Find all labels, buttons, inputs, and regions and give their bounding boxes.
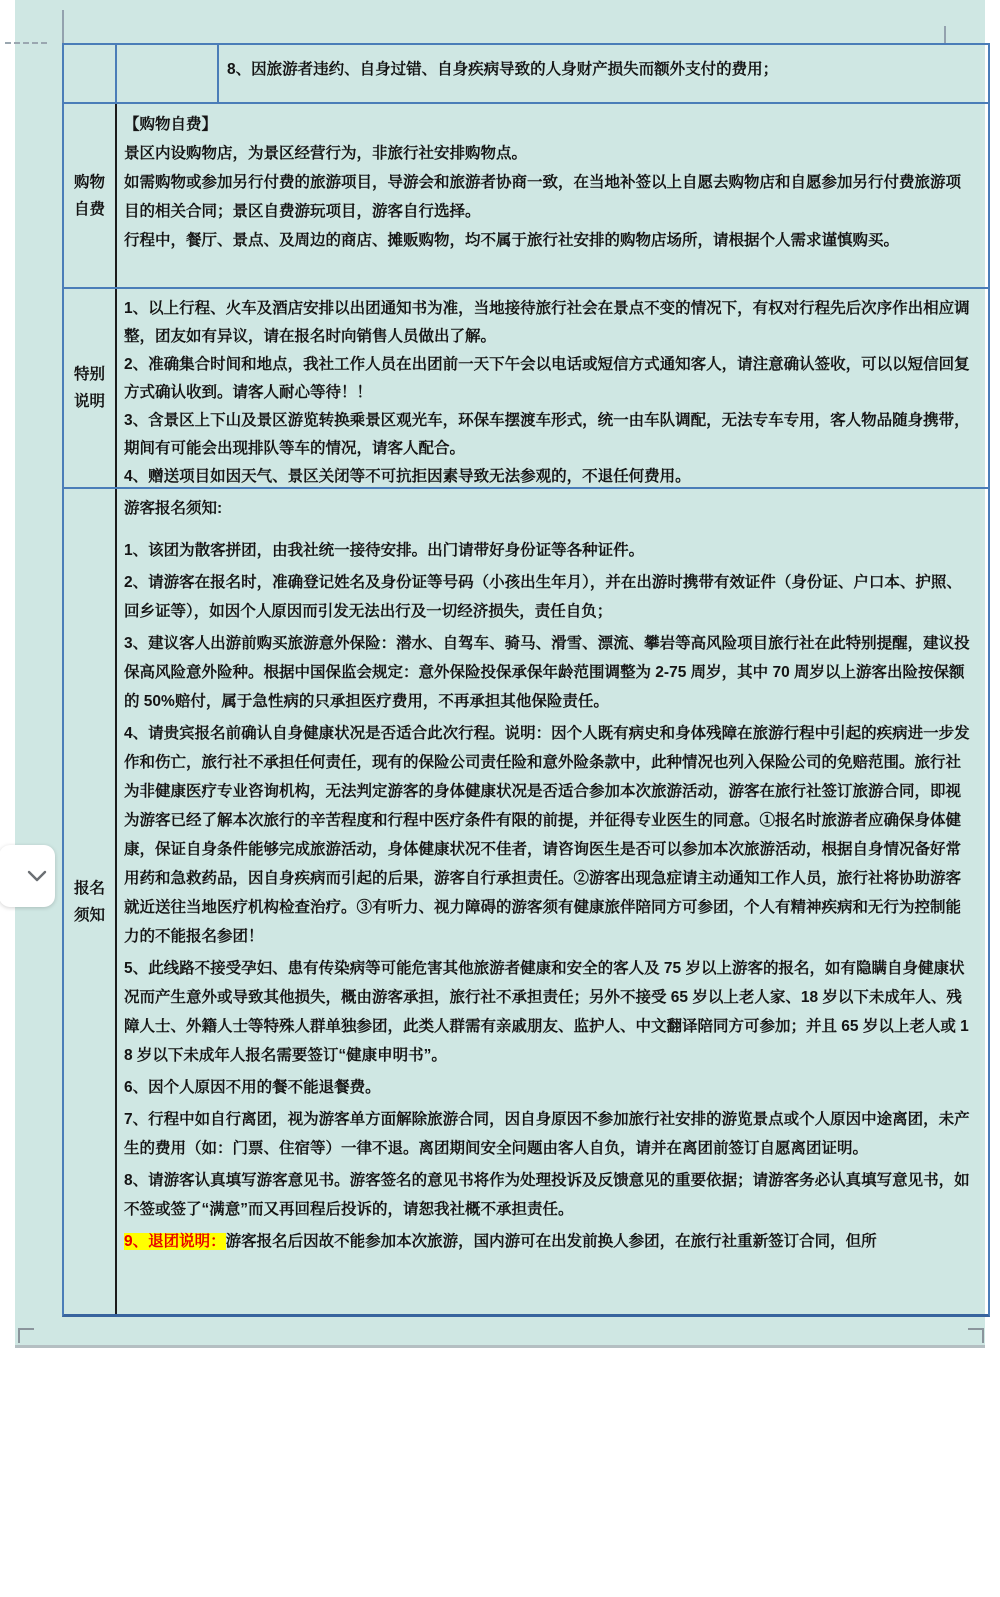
shopping-row-label: 购物自费 [73,173,105,218]
chevron-down-icon [27,870,47,882]
special-item-1: 1、以上行程、火车及酒店安排以出团通知书为准，当地接待旅行社会在景点不变的情况下，有权对行程先后次序作出相应调整，团友如有异议，请在报名时向销售人员做出了解。 [124,300,970,345]
signup-row-label: 报名须知 [73,879,105,924]
signup-item-3: 3、建议客人出游前购买旅游意外保险：潜水、自驾车、骑马、滑雪、漂流、攀岩等高风险项目旅行社在此特别提醒，建议投保高风险意外险种。根据中国保监会规定：意外保险投保承保年龄范围调整为 2-75 周岁，其中 70 周岁以上游客出险按保额的 50%赔付，属于急性病的只承担医疗费用，不再承担其他保险责任。 [124,635,970,710]
bottom-right-margin-mark [968,1328,984,1343]
special-label-cell [64,289,117,487]
signup-item-8: 8、请游客认真填写游客意见书。游客签名的意见书将作为处理投诉及反馈意见的重要依据；请游客务必认真填写意见书，如不签或签了“满意”而又再回程后投诉的，请恕我社概不承担责任。 [124,1172,970,1218]
shopping-heading: 【购物自费】 [124,116,218,133]
signup-label-cell [64,489,117,1314]
table-row-fee-exclusion [64,45,988,102]
signup-item-6: 6、因个人原因不用的餐不能退餐费。 [124,1079,381,1096]
signup-item-5: 5、此线路不接受孕妇、患有传染病等可能危害其他旅游者健康和安全的客人及 75 岁以上游客的报名，如有隐瞒自身健康状况而产生意外或导致其他损失，概由游客承担，旅行社不承担责任；另外不接受 65 岁以上老人家、18 岁以下未成年人、残障人士、外籍人士等特殊人群单独参团，此类人群需有亲戚朋友、监护人、中文翻译陪同方可参加；并且 65 岁以上老人或 18 岁以下未成年人报名需要签订“健康申明书”。 [124,960,969,1064]
special-item-4: 4、赠送项目如因天气、景区关闭等不可抗拒因素导致无法参观的，不退任何费用。 [124,468,691,485]
shopping-line-1: 景区内设购物店，为景区经营行为，非旅行社安排购物点。 [124,145,528,162]
table-row-shopping [64,102,988,287]
top-left-dash-mark [5,42,47,44]
shopping-content-cell [117,104,988,287]
special-item-3: 3、含景区上下山及景区游览转换乘景区观光车，环保车摆渡车形式，统一由车队调配，无法专车专用，客人物品随身携带，期间有可能会出现排队等车的情况，请客人配合。 [124,412,970,457]
signup-item-9 [124,1227,976,1256]
signup-item-9-highlighted-prefix: 9、退团说明： [124,1233,226,1250]
special-row-label: 特别说明 [73,366,105,410]
bottom-left-margin-mark [18,1328,34,1343]
table-row-special-notes [64,287,988,487]
shopping-line-2: 如需购物或参加另行付费的旅游项目，导游会和旅游者协商一致，在当地补签以上自愿去购物店和自愿参加另行付费旅游项目的相关合同；景区自费游玩项目，游客自行选择。 [124,174,962,220]
top-left-boundary-mark [62,10,64,43]
fee-row-spacer-cell [117,45,219,102]
collapse-toggle-button[interactable] [0,845,55,907]
shopping-warning-red: 行程中，餐厅、景点、及周边的商店、摊贩购物，均不属于旅行社安排的购物店场所，请根据个人需求谨慎购买。 [124,232,900,249]
special-content-cell [117,289,988,487]
signup-item-7: 7、行程中如自行离团，视为游客单方面解除旅游合同，因自身原因不参加旅行社安排的游览景点或个人原因中途离团，未产生的费用（如：门票、住宿等）一律不退。离团期间安全问题由客人自负，请并在离团前签订自愿离团证明。 [124,1111,970,1157]
top-right-boundary-mark [944,26,946,43]
table-row-signup-notice [64,487,988,1314]
fee-row-content-cell [219,45,988,102]
signup-content-cell [117,489,988,1314]
signup-item-1: 1、该团为散客拼团，由我社统一接待安排。出门请带好身份证等各种证件。 [124,542,645,559]
signup-heading: 游客报名须知: [124,500,223,517]
fee-exclusion-item-8: 8、因旅游者违约、自身过错、自身疾病导致的人身财产损失而额外支付的费用； [227,61,779,78]
shopping-label-cell [64,104,117,287]
signup-item-9-body: 游客报名后因故不能参加本次旅游，国内游可在出发前换人参团，在旅行社重新签订合同，但所 [225,1233,877,1250]
terms-table [62,43,990,1317]
fee-row-label-cell [64,45,117,102]
signup-item-2: 2、请游客在报名时，准确登记姓名及身份证等号码（小孩出生年月），并在出游时携带有效证件（身份证、户口本、护照、回乡证等），如因个人原因而引发无法出行及一切经济损失，责任自负； [124,574,962,620]
document-page [15,0,985,1348]
signup-item-4: 4、请贵宾报名前确认自身健康状况是否适合此次行程。说明：因个人既有病史和身体残障在旅游行程中引起的疾病进一步发作和伤亡，旅行社不承担任何责任，现有的保险公司责任险和意外险条款中，此种情况也列入保险公司的免赔范围。旅行社为非健康医疗专业咨询机构，无法判定游客的身体健康状况是否适合参加本次旅游活动，游客在旅行社签订旅游合同，即视为游客已经了解本次旅行的辛苦程度和行程中医疗条件有限的前提，并征得专业医生的同意。①报名时旅游者应确保身体健康，保证自身条件能够完成旅游活动，身体健康状况不佳者，请咨询医生是否可以参加本次旅游活动，根据自身情况备好常用药和急救药品，因自身疾病而引起的后果，游客自行承担责任。②游客出现急症请主动通知工作人员，旅行社将协助游客就近送往当地医疗机构检查治疗。③有听力、视力障碍的游客须有健康旅伴陪同方可参团，个人有精神疾病和无行为控制能力的不能报名参团！ [124,725,970,945]
special-item-2-red: 2、准确集合时间和地点，我社工作人员在出团前一天下午会以电话或短信方式通知客人，请注意确认签收，可以以短信回复方式确认收到。请客人耐心等待！！ [124,356,970,401]
